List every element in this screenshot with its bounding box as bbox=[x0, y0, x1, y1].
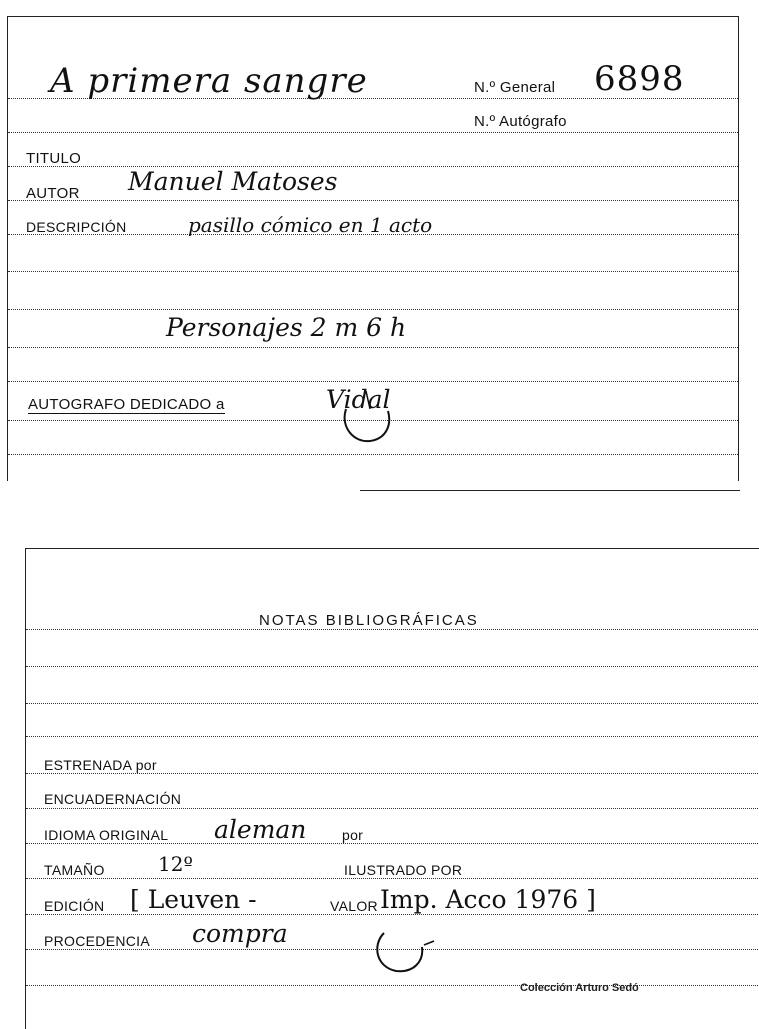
dotted-rule bbox=[8, 271, 738, 272]
autor-value: Manuel Matoses bbox=[128, 167, 338, 196]
dotted-rule bbox=[26, 703, 759, 704]
notas-title: NOTAS BIBLIOGRÁFICAS bbox=[259, 612, 479, 629]
dotted-rule bbox=[8, 166, 738, 167]
edicion-label: EDICIÓN bbox=[44, 898, 105, 914]
dotted-rule bbox=[26, 773, 759, 774]
dotted-rule bbox=[26, 666, 759, 667]
autograph-card bbox=[7, 16, 739, 481]
circle-stamp bbox=[336, 389, 396, 445]
general-number-value: 6898 bbox=[594, 59, 685, 99]
card-edge-line bbox=[360, 490, 740, 491]
circle-stamp bbox=[370, 927, 440, 977]
dotted-rule bbox=[26, 843, 759, 844]
autograph-number-label: N.º Autógrafo bbox=[474, 113, 567, 130]
descripcion-label: DESCRIPCIÓN bbox=[26, 219, 127, 235]
edicion-value: [ Leuven - bbox=[130, 885, 257, 914]
dotted-rule bbox=[8, 381, 738, 382]
tamano-value: 12º bbox=[158, 852, 193, 876]
collection-footer: Colección Arturo Sedó bbox=[520, 982, 639, 994]
valor-value: Imp. Acco 1976 ] bbox=[380, 885, 596, 914]
personajes-note: Personajes 2 m 6 h bbox=[166, 313, 407, 342]
bibliographic-card bbox=[25, 548, 759, 1029]
idioma-value: aleman bbox=[214, 815, 307, 844]
valor-label: VALOR bbox=[330, 898, 378, 914]
idioma-label: IDIOMA ORIGINAL bbox=[44, 827, 169, 843]
dotted-rule bbox=[26, 808, 759, 809]
dotted-rule bbox=[26, 914, 759, 915]
autor-label: AUTOR bbox=[26, 185, 80, 202]
idioma-suffix: por bbox=[342, 827, 364, 843]
estrenada-label: ESTRENADA por bbox=[44, 757, 157, 773]
ilustrado-label: ILUSTRADO POR bbox=[344, 862, 463, 878]
dotted-rule bbox=[8, 309, 738, 310]
titulo-label: TITULO bbox=[26, 150, 82, 167]
encuadernacion-label: ENCUADERNACIÓN bbox=[44, 791, 182, 807]
dotted-rule bbox=[26, 985, 759, 986]
dotted-rule bbox=[8, 454, 738, 455]
dotted-rule bbox=[26, 629, 759, 630]
dedicado-label: AUTOGRAFO DEDICADO a bbox=[28, 396, 225, 413]
dotted-rule bbox=[26, 878, 759, 879]
dotted-rule bbox=[8, 132, 738, 133]
dotted-rule bbox=[26, 736, 759, 737]
descripcion-value: pasillo cómico en 1 acto bbox=[188, 213, 433, 237]
dotted-rule bbox=[8, 200, 738, 201]
dotted-rule bbox=[8, 347, 738, 348]
handwritten-title: A primera sangre bbox=[50, 61, 368, 101]
procedencia-label: PROCEDENCIA bbox=[44, 933, 150, 949]
general-number-label: N.º General bbox=[474, 79, 556, 96]
tamano-label: TAMAÑO bbox=[44, 862, 105, 878]
procedencia-value: compra bbox=[192, 919, 288, 948]
dedicado-value: Vidal bbox=[326, 385, 391, 414]
